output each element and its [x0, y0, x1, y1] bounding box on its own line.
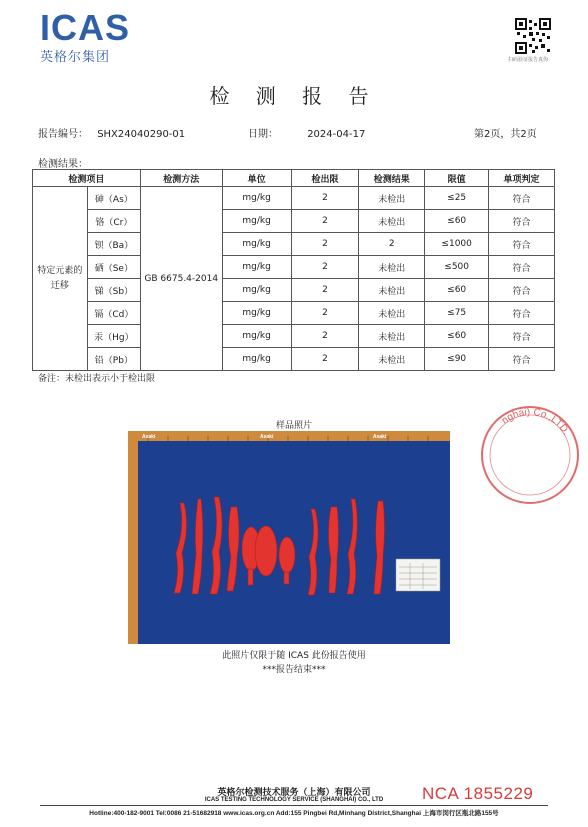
header-unit: 单位 [222, 170, 291, 187]
cell-limit: ≤60 [425, 210, 489, 233]
header-item: 检测项目 [33, 170, 141, 187]
cell-verdict: 符合 [489, 233, 555, 256]
stamp-text: nghai) Co.,LTD. [499, 406, 572, 437]
header-lod: 检出限 [291, 170, 359, 187]
cell-unit: mg/kg [222, 210, 291, 233]
table-row [33, 256, 555, 279]
company-logo [40, 7, 131, 65]
page-number: 第2页，共2页 [474, 129, 537, 140]
cell-verdict: 符合 [489, 348, 555, 371]
qr-code-icon [515, 18, 551, 54]
cell-result: 未检出 [359, 325, 425, 348]
photo-title: 样品照片 [275, 421, 312, 431]
table-row [33, 187, 555, 210]
table-row [33, 233, 555, 256]
cell-unit: mg/kg [222, 325, 291, 348]
cell-limit: ≤25 [425, 187, 489, 210]
cell-limit: ≤500 [425, 256, 489, 279]
cell-verdict: 符合 [489, 302, 555, 325]
cell-item: 镉（Cd） [87, 302, 140, 325]
ruler-brand: Asakí [142, 434, 156, 440]
cell-method: GB 6675.4-2014 [140, 187, 222, 371]
footer-company-en: ICAS TESTING TECHNOLOGY SERVICE (SHANGHAI) CO., LTD [204, 797, 384, 803]
logo-subtext: 英格尔集团 [40, 50, 111, 65]
cell-lod: 2 [291, 210, 359, 233]
report-end: ***报告结束*** [262, 665, 326, 675]
cell-limit: ≤1000 [425, 233, 489, 256]
logo-text: ICAS [40, 7, 131, 48]
header-limit: 限值 [425, 170, 489, 187]
cell-verdict: 符合 [489, 256, 555, 279]
cell-limit: ≤60 [425, 325, 489, 348]
header-method: 检测方法 [140, 170, 222, 187]
cell-result: 未检出 [359, 348, 425, 371]
serial-number: NCA 1855229 [422, 784, 534, 803]
table-note: 备注：未检出表示小于检出限 [38, 374, 156, 384]
cell-item: 钡（Ba） [87, 233, 140, 256]
cell-unit: mg/kg [222, 187, 291, 210]
company-stamp-icon [470, 400, 580, 510]
sample-photo [128, 431, 450, 644]
cell-limit: ≤90 [425, 348, 489, 371]
table-header-row [33, 170, 555, 187]
cell-verdict: 符合 [489, 210, 555, 233]
cell-lod: 2 [291, 233, 359, 256]
photo-caption: 此照片仅限于随 ICAS 此份报告使用 [222, 651, 366, 661]
report-number-label: 报告编号： [38, 129, 88, 140]
cell-limit: ≤60 [425, 279, 489, 302]
cell-item: 硒（Se） [87, 256, 140, 279]
cell-unit: mg/kg [222, 279, 291, 302]
cell-lod: 2 [291, 325, 359, 348]
cell-unit: mg/kg [222, 348, 291, 371]
table-row [33, 210, 555, 233]
report-number [38, 125, 185, 140]
group-label: 特定元素的迁移 [33, 187, 88, 371]
cell-result: 2 [359, 233, 425, 256]
table-row [33, 348, 555, 371]
table-row [33, 302, 555, 325]
results-label: 检测结果： [38, 159, 88, 170]
cell-result: 未检出 [359, 210, 425, 233]
results-table [32, 169, 555, 371]
cell-item: 铬（Cr） [87, 210, 140, 233]
cell-result: 未检出 [359, 187, 425, 210]
ruler-brand: Asakí [260, 434, 274, 440]
date-value: 2024-04-17 [307, 129, 366, 140]
cell-lod: 2 [291, 302, 359, 325]
table-row [33, 279, 555, 302]
cell-item: 锑（Sb） [87, 279, 140, 302]
header-result: 检测结果 [359, 170, 425, 187]
report-date [248, 125, 365, 140]
cell-verdict: 符合 [489, 279, 555, 302]
cell-item: 铅（Pb） [87, 348, 140, 371]
cell-result: 未检出 [359, 302, 425, 325]
ruler-brand: Asakí [373, 434, 387, 440]
cell-verdict: 符合 [489, 325, 555, 348]
report-number-value: SHX24040290-01 [97, 129, 186, 140]
cell-unit: mg/kg [222, 233, 291, 256]
document-title: 检 测 报 告 [209, 84, 379, 108]
cell-item: 汞（Hg） [87, 325, 140, 348]
table-row [33, 325, 555, 348]
cell-lod: 2 [291, 256, 359, 279]
footer-company-cn: 英格尔检测技术服务（上海）有限公司 [217, 788, 371, 798]
footer-divider [40, 805, 548, 806]
cell-unit: mg/kg [222, 302, 291, 325]
cell-lod: 2 [291, 187, 359, 210]
qr-caption: 扫码验证报告真伪 [508, 57, 549, 63]
cell-item: 砷（As） [87, 187, 140, 210]
cell-lod: 2 [291, 348, 359, 371]
cell-unit: mg/kg [222, 256, 291, 279]
cell-result: 未检出 [359, 279, 425, 302]
cell-verdict: 符合 [489, 187, 555, 210]
cell-limit: ≤75 [425, 302, 489, 325]
header-verdict: 单项判定 [489, 170, 555, 187]
footer-contact: Hotline:400-182-9001 Tel:0086 21-51682918 www.icas.org.cn Add:155 Pingbei Rd,Minhang District,Shanghai 上海市闵行区瓶北路155号 [89, 810, 499, 817]
cell-result: 未检出 [359, 256, 425, 279]
cell-lod: 2 [291, 279, 359, 302]
date-label: 日期： [248, 129, 278, 140]
